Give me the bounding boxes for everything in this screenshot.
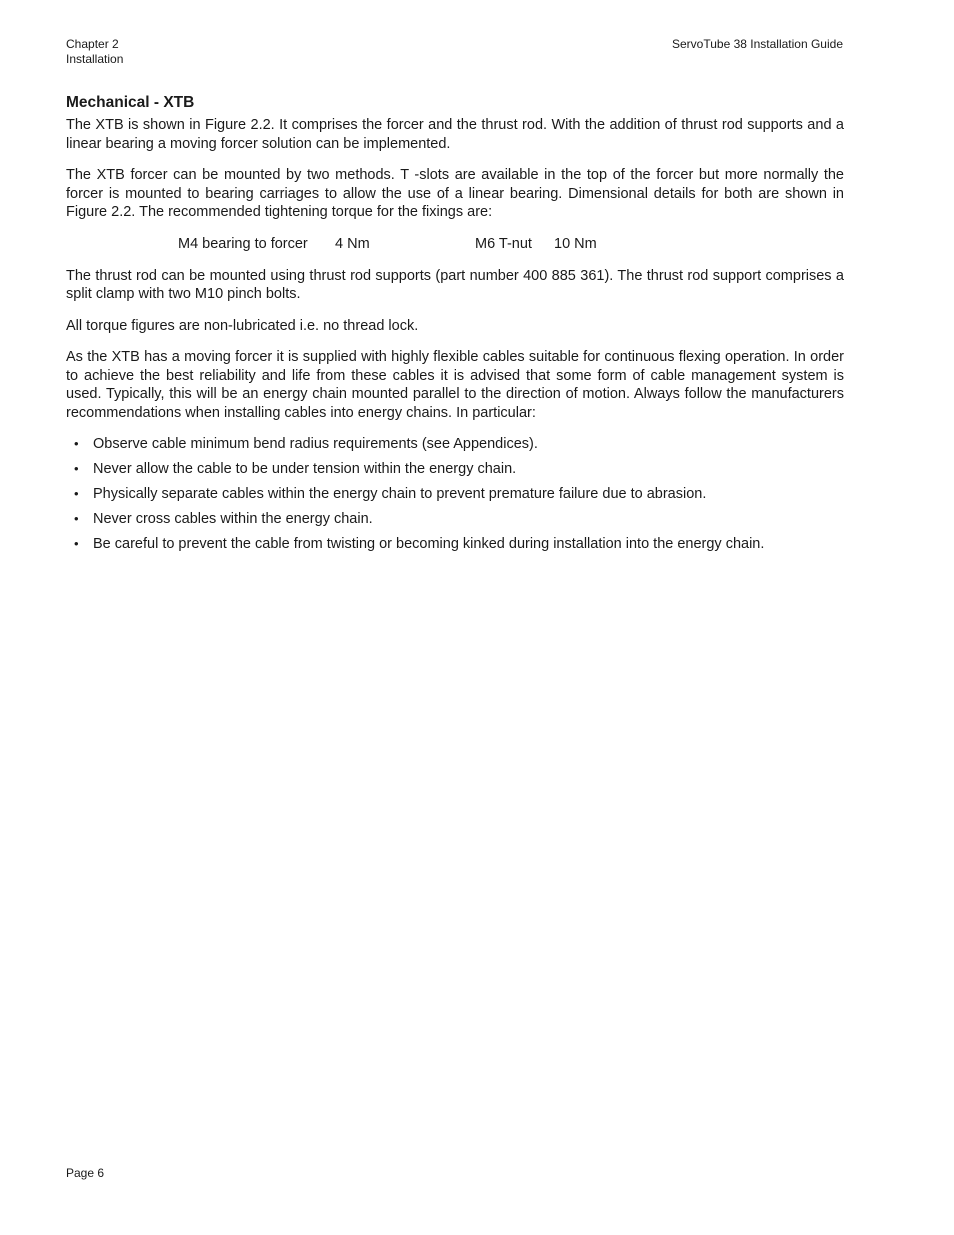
list-item-text: Be careful to prevent the cable from twisting or becoming kinked during installation into the energy chain. bbox=[93, 536, 765, 552]
list-item-text: Physically separate cables within the energy chain to prevent premature failure due to abrasion. bbox=[93, 486, 707, 502]
section-heading: Mechanical - XTB bbox=[66, 94, 195, 111]
paragraph-torque-note: All torque figures are non-lubricated i.e. no thread lock. bbox=[66, 317, 419, 334]
bullet-icon: • bbox=[74, 536, 79, 551]
list-item-text: Never allow the cable to be under tension within the energy chain. bbox=[93, 461, 517, 477]
cable-guidelines-list bbox=[66, 435, 844, 554]
torque-value-m6: 10 Nm bbox=[554, 235, 597, 252]
list-item bbox=[66, 535, 844, 554]
page-number: Page 6 bbox=[66, 1166, 105, 1180]
torque-value-m4: 4 Nm bbox=[335, 235, 370, 252]
torque-label-m4: M4 bearing to forcer bbox=[178, 235, 308, 252]
list-item-text: Observe cable minimum bend radius requirements (see Appendices). bbox=[93, 436, 538, 452]
list-item bbox=[66, 485, 844, 504]
paragraph-intro: The XTB is shown in Figure 2.2. It comprises the forcer and the thrust rod. With the addition of thrust rod supports and a linear bearing a moving forcer solution can be implemented. bbox=[66, 117, 844, 152]
list-item bbox=[66, 460, 844, 479]
chapter-label: Chapter 2 bbox=[66, 37, 119, 51]
list-item bbox=[66, 510, 844, 529]
bullet-icon: • bbox=[74, 461, 79, 476]
list-item bbox=[66, 435, 844, 454]
paragraph-thrust-rod: The thrust rod can be mounted using thrust rod supports (part number 400 885 361). The thrust rod support comprises a split clamp with two M10 pinch bolts. bbox=[66, 267, 844, 302]
paragraph-cables: As the XTB has a moving forcer it is supplied with highly flexible cables suitable for continuous flexing operation. In order to achieve the best reliability and life from these cables it is advised that some form of cable management system is used. Typically, this will be an energy chain mounted parallel to the direction of motion. Always follow the manufacturers recommendations when installing cables into energy chains. In particular: bbox=[66, 349, 844, 421]
bullet-icon: • bbox=[74, 511, 79, 526]
bullet-icon: • bbox=[74, 436, 79, 451]
torque-label-m6: M6 T-nut bbox=[475, 235, 532, 252]
page-header-left bbox=[66, 37, 123, 67]
bullet-icon: • bbox=[74, 486, 79, 501]
guide-title: ServoTube 38 Installation Guide bbox=[672, 37, 843, 51]
paragraph-mounting: The XTB forcer can be mounted by two methods. T -slots are available in the top of the forcer but more normally the forcer is mounted to bearing carriages to allow the use of a linear bearing. Dimensional details for both are shown in Figure 2.2. The recommended tightening torque for the fixings are: bbox=[66, 167, 844, 220]
section-label: Installation bbox=[66, 52, 124, 66]
torque-table bbox=[66, 235, 844, 253]
list-item-text: Never cross cables within the energy chain. bbox=[93, 511, 373, 527]
page-content bbox=[66, 93, 844, 560]
